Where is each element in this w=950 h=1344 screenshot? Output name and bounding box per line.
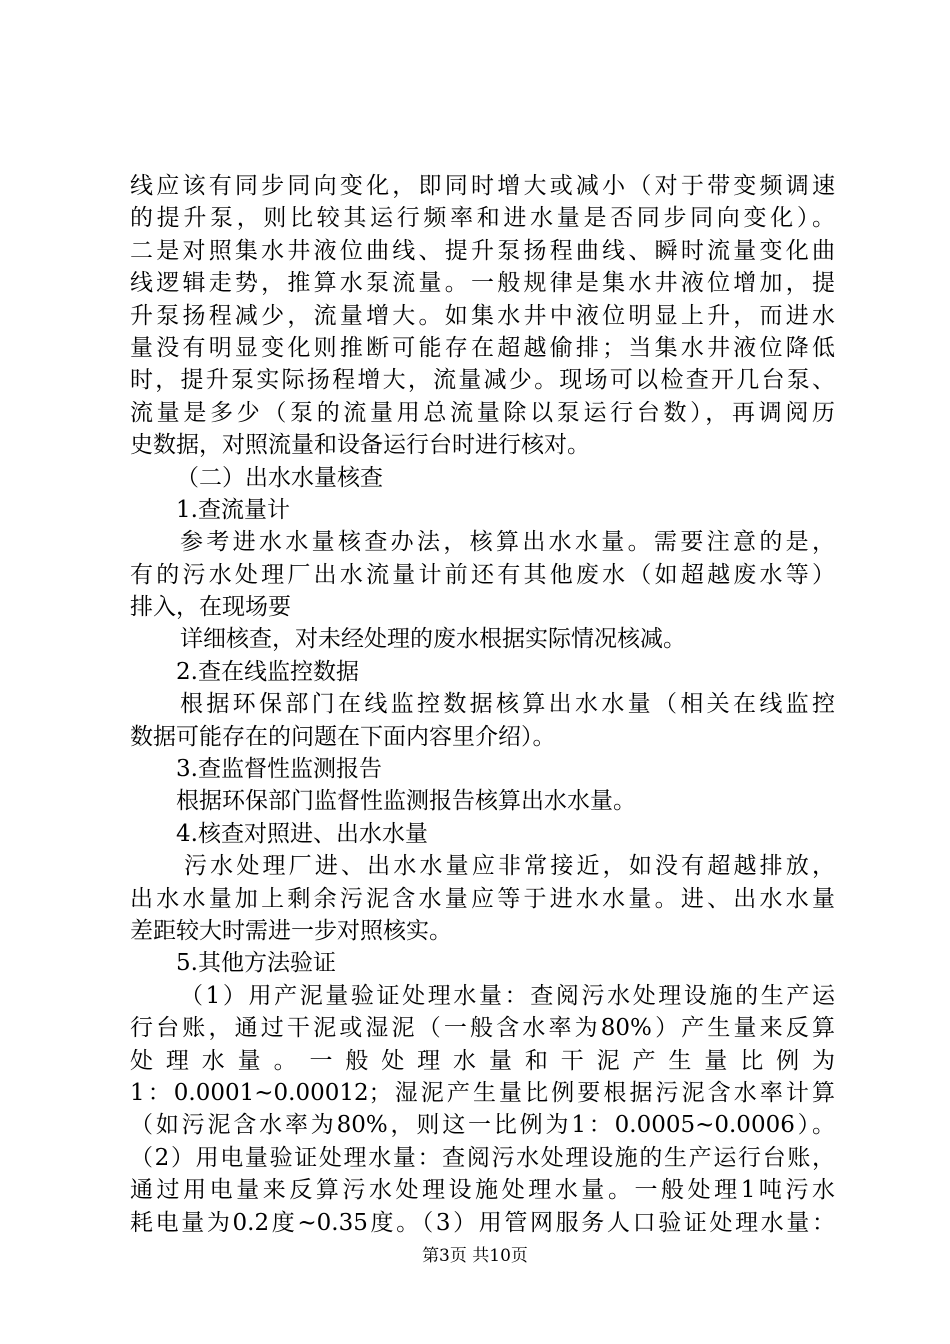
text-line: 量没有明显变化则推断可能存在超越偷排；当集水井液位降低 [130, 334, 835, 361]
text-line: （1）用产泥量验证处理水量：查阅污水处理设施的生产运 [180, 982, 835, 1009]
text-line: 差距较大时需进一步对照核实。 [130, 917, 452, 944]
text-line: （如污泥含水率为80%，则这一比例为1：0.0005~0.0006）。 [130, 1112, 835, 1139]
text-line: 根据环保部门监督性监测报告核算出水水量。 [176, 788, 636, 815]
page-footer [0, 1245, 950, 1267]
text-line: 出水水量加上剩余污泥含水量应等于进水水量。进、出水水量 [130, 885, 835, 912]
text-line: 数据可能存在的问题在下面内容里介绍）。 [130, 723, 556, 750]
subsection-heading: 2.查在线监控数据 [176, 658, 359, 685]
text-line: （2）用电量验证处理水量：查阅污水处理设施的生产运行台账， [130, 1144, 835, 1171]
text-line: 耗电量为0.2度~0.35度。（3）用管网服务人口验证处理水量： [130, 1209, 835, 1236]
text-line: 时，提升泵实际扬程增大，流量减少。现场可以检查开几台泵、 [130, 367, 835, 394]
text-line: 二是对照集水井液位曲线、提升泵扬程曲线、瞬时流量变化曲 [130, 237, 835, 264]
text-line: 有的污水处理厂出水流量计前还有其他废水（如超越废水等） [130, 561, 835, 588]
text-line: 污水处理厂进、出水水量应非常接近，如没有超越排放， [184, 853, 835, 880]
text-line: 根据环保部门在线监控数据核算出水水量（相关在线监控 [180, 691, 835, 718]
text-line: 的提升泵，则比较其运行频率和进水量是否同步同向变化）。 [130, 205, 835, 232]
section-heading: （二）出水水量核查 [176, 464, 383, 491]
subsection-heading: 1.查流量计 [176, 496, 290, 523]
text-line: 线应该有同步同向变化，即同时增大或减小（对于带变频调速 [130, 173, 835, 199]
text-line: 排入，在现场要 [130, 594, 291, 621]
text-line: 行台账，通过干泥或湿泥（一般含水率为80%）产生量来反算 [130, 1015, 835, 1042]
text-line: 线逻辑走势，推算水泵流量。一般规律是集水井液位增加，提 [130, 270, 835, 297]
subsection-heading: 4.核查对照进、出水水量 [176, 820, 428, 847]
subsection-heading: 3.查监督性监测报告 [176, 756, 382, 783]
text-line: 史数据，对照流量和设备运行台时进行核对。 [130, 432, 590, 459]
body-text [130, 170, 835, 1239]
text-line: 通过用电量来反算污水处理设施处理水量。一般处理1吨污水 [130, 1177, 835, 1204]
page-number: 第3页 共10页 [422, 1246, 528, 1266]
text-line: 升泵扬程减少，流量增大。如集水井中液位明显上升，而进水 [130, 302, 835, 329]
subsection-heading: 5.其他方法验证 [176, 950, 336, 977]
text-line: 流量是多少（泵的流量用总流量除以泵运行台数），再调阅历 [130, 399, 835, 426]
text-line: 处理水量。一般处理水量和干泥产生量比例为 [130, 1047, 835, 1074]
text-line: 1：0.0001~0.00012；湿泥产生量比例要根据污泥含水率计算 [130, 1079, 835, 1106]
text-line: 参考进水水量核查办法，核算出水水量。需要注意的是， [180, 529, 835, 556]
text-line: 详细核查，对未经处理的废水根据实际情况核减。 [180, 626, 686, 653]
